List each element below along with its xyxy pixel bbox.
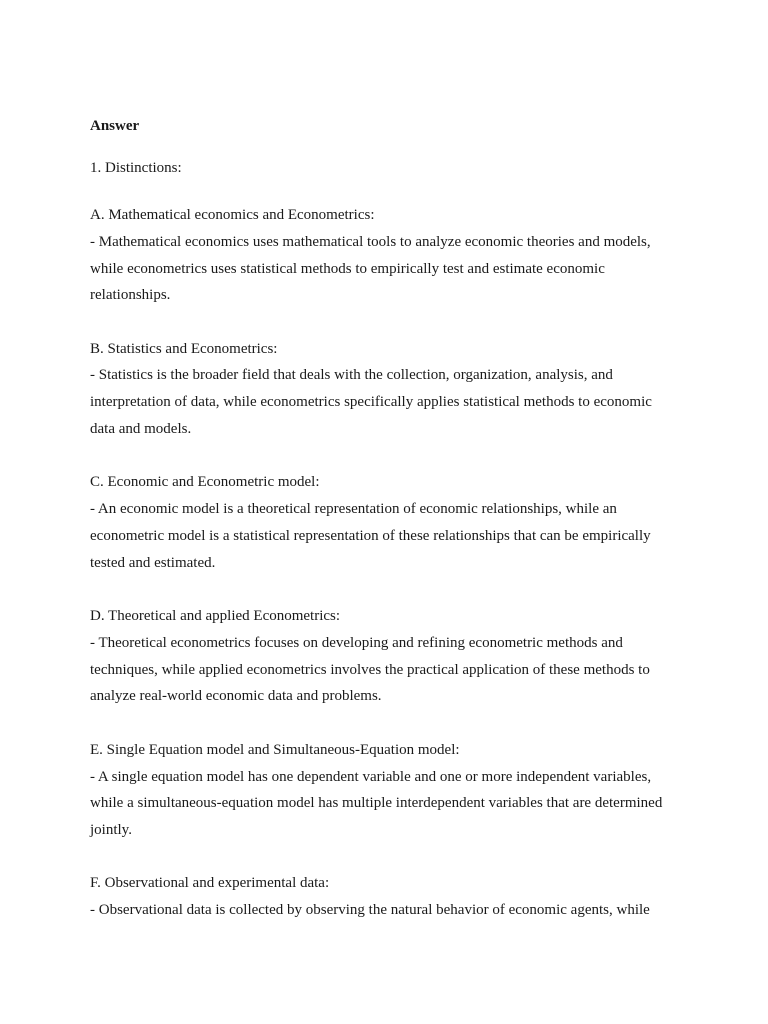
section-d	[90, 603, 680, 710]
section-line: - An economic model is a theoretical representation of economic relationships, while an	[90, 501, 617, 518]
section-title: D. Theoretical and applied Econometrics:	[90, 608, 341, 625]
section-line: - Observational data is collected by observing the natural behavior of economic agents, while	[90, 902, 650, 919]
section-line: while econometrics uses statistical methods to empirically test and estimate economic	[90, 260, 605, 277]
answer-heading: Answer	[90, 118, 140, 134]
section-e	[90, 737, 680, 844]
section-line: tested and estimated.	[90, 554, 216, 571]
section-line: relationships.	[90, 287, 171, 304]
section-line: econometric model is a statistical representation of these relationships that can be empirically	[90, 527, 651, 544]
section-title: B. Statistics and Econometrics:	[90, 340, 278, 357]
section-a	[90, 202, 680, 309]
section-title: A. Mathematical economics and Econometrics:	[90, 207, 375, 223]
section-line: - Theoretical econometrics focuses on developing and refining econometric methods and	[90, 634, 623, 651]
section-line: jointly.	[90, 822, 132, 839]
section-line: - Statistics is the broader field that deals with the collection, organization, analysis, and	[90, 367, 613, 384]
section-line: while a simultaneous-equation model has multiple interdependent variables that are determined	[90, 795, 663, 812]
section-title: E. Single Equation model and Simultaneous-Equation model:	[90, 741, 460, 758]
section-b	[90, 336, 680, 443]
section-line: interpretation of data, while econometrics specifically applies statistical methods to economic	[90, 394, 652, 411]
section-line: - A single equation model has one dependent variable and one or more independent variables,	[90, 768, 652, 785]
section-line: data and models.	[90, 421, 192, 438]
distinctions-intro: 1. Distinctions:	[90, 160, 182, 176]
section-line: techniques, while applied econometrics involves the practical application of these methods to	[90, 661, 650, 678]
section-title: C. Economic and Econometric model:	[90, 474, 320, 491]
section-f	[90, 870, 680, 924]
section-c	[90, 469, 680, 576]
section-line: analyze real-world economic data and problems.	[90, 688, 382, 705]
document-page	[90, 116, 680, 951]
section-line: - Mathematical economics uses mathematical tools to analyze economic theories and models,	[90, 233, 651, 250]
section-title: F. Observational and experimental data:	[90, 875, 330, 892]
